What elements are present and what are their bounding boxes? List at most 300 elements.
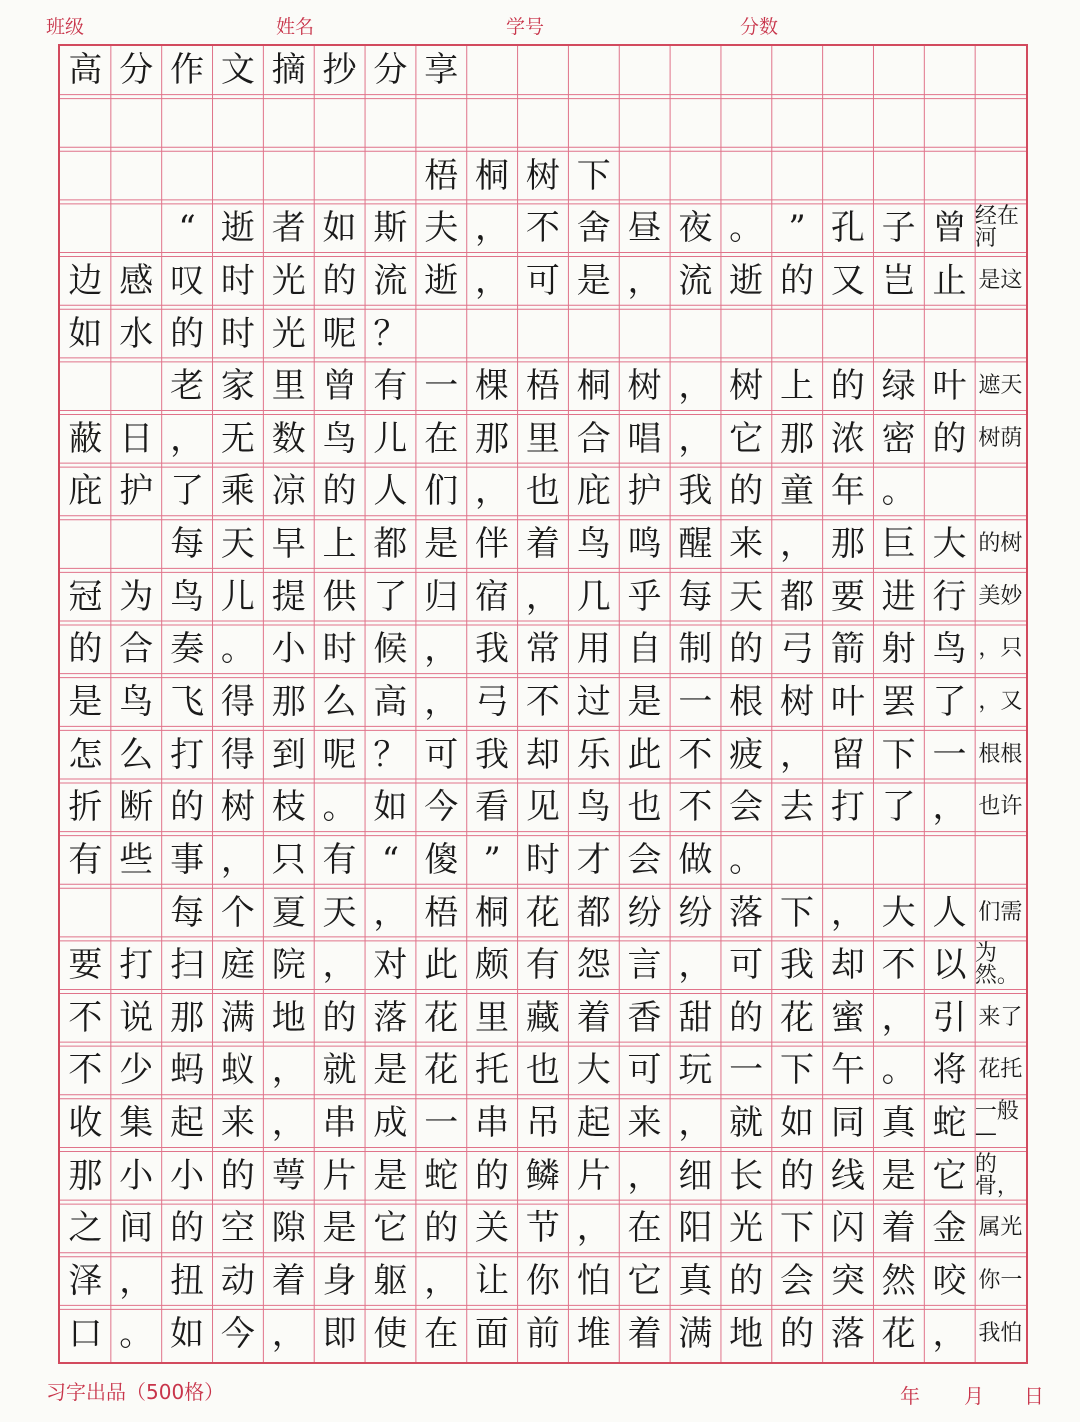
grid-cell: 数 [271, 418, 306, 459]
grid-cell: 文 [220, 50, 255, 91]
grid-cell: 树 [780, 681, 814, 722]
grid-cell: 候 [373, 629, 408, 670]
grid-cell: ， [170, 418, 205, 459]
text-row [60, 572, 1026, 621]
grid-cell: 阳 [678, 1208, 713, 1249]
grid-cell: ， [525, 576, 560, 617]
grid-cell: 身 [322, 1261, 357, 1302]
grid-cell: 着 [525, 524, 560, 565]
grid-cell: 桐 [576, 366, 611, 407]
grid-cell: 着 [271, 1261, 306, 1302]
grid-cell: 鸟 [932, 629, 967, 670]
grid-cell: 时 [220, 260, 255, 301]
grid-cell [111, 888, 162, 937]
month-label: 月 [964, 1384, 984, 1408]
grid-cell: 在 [627, 1208, 662, 1249]
grid-cell: 鸟 [576, 787, 611, 828]
year-label: 年 [900, 1384, 920, 1408]
text-row [60, 1309, 1026, 1358]
grid-cell: 是 [576, 260, 611, 301]
grid-cell: 有 [525, 945, 560, 986]
grid-cell: 蚁 [220, 1050, 255, 1091]
grid-cell: 都 [373, 524, 408, 565]
grid-cell [873, 309, 924, 358]
grid-cell: 者 [271, 208, 306, 249]
grid-cell: 突 [830, 1261, 865, 1302]
grid-cell: ，又 [978, 688, 1023, 714]
grid-cell: 曾 [932, 208, 967, 249]
grid-cell: 的 [68, 629, 103, 670]
text-row [60, 1204, 1026, 1253]
grid-cell: 串 [322, 1103, 357, 1144]
grid-cell: 树 [525, 155, 560, 196]
grid-cell: ， [678, 366, 713, 407]
grid-cell: 醒 [678, 524, 713, 565]
text-row [60, 467, 1026, 516]
grid-cell: 。 [729, 208, 764, 249]
grid-cell: 的 [220, 1155, 255, 1196]
grid-cell [619, 151, 670, 200]
grid-cell: 儿 [220, 576, 255, 617]
grid-cell: ， [932, 1313, 967, 1354]
grid-cell: ， [424, 1261, 459, 1302]
grid-cell [670, 309, 721, 358]
grid-cell: 叶 [932, 366, 967, 407]
grid-cell: 如 [68, 313, 103, 354]
grid-cell: 真 [678, 1261, 713, 1302]
grid-cell: 么 [322, 681, 357, 722]
grid-cell: 弓 [475, 681, 510, 722]
grid-cell [924, 46, 975, 95]
grid-cell: 我 [475, 734, 510, 775]
grid-cell: 。 [881, 1050, 916, 1091]
grid-cell: ， [475, 471, 510, 512]
grid-cell: 时 [322, 629, 357, 670]
grid-cell: 。 [729, 839, 764, 880]
grid-cell: ， [830, 892, 865, 933]
grid-cell: 要 [68, 945, 103, 986]
grid-cell: ？ [373, 734, 408, 775]
grid-cell: 那 [68, 1155, 103, 1196]
grid-cell: 。 [119, 1313, 154, 1354]
grid-cell: 它 [373, 1208, 408, 1249]
grid-cell: 一 [678, 681, 713, 722]
grid-cell: 。 [322, 787, 357, 828]
grid-cell: 梧 [424, 892, 459, 933]
grid-cell: 是 [424, 524, 459, 565]
grid-cell: 乘 [220, 471, 255, 512]
grid-cell: 又 [830, 260, 865, 301]
grid-cell: 逝 [424, 260, 459, 301]
grid-cell: ， [475, 208, 510, 249]
grid-cell: 乎 [627, 576, 662, 617]
grid-cell [60, 151, 111, 200]
grid-cell: 一般— [974, 1099, 1019, 1147]
grid-cell: 。 [220, 629, 255, 670]
grid-cell: 每 [170, 892, 205, 933]
grid-cell: 如 [780, 1103, 814, 1144]
grid-cell: 事 [170, 839, 205, 880]
grid-cell [60, 204, 111, 253]
grid-cell: 我怕 [978, 1320, 1023, 1346]
grid-cell: 每 [678, 576, 713, 617]
grid-cell: 收 [68, 1103, 103, 1144]
grid-cell: 下 [780, 1050, 814, 1091]
grid-cell [822, 836, 873, 885]
grid-cell: 上 [780, 366, 814, 407]
grid-cell: 乐 [576, 734, 611, 775]
grid-cell [162, 99, 213, 148]
grid-cell: 不 [525, 681, 560, 722]
grid-cell: 一 [932, 734, 967, 775]
grid-cell: 斯 [373, 208, 408, 249]
grid-cell [517, 99, 568, 148]
grid-cell: 集 [119, 1103, 154, 1144]
grid-cell: 少 [119, 1050, 154, 1091]
grid-cell: 那 [475, 418, 510, 459]
grid-cell: 护 [627, 471, 662, 512]
grid-cell: 也 [525, 1050, 560, 1091]
grid-cell: 的 [424, 1208, 459, 1249]
text-row [60, 836, 1026, 885]
grid-cell: 大 [881, 892, 916, 933]
grid-cell: 言 [627, 945, 662, 986]
grid-cell: 口 [68, 1313, 103, 1354]
score-label: 分数 [740, 16, 779, 38]
text-row [60, 730, 1026, 779]
grid-cell: 树 [220, 787, 255, 828]
grid-cell: ， [678, 1103, 713, 1144]
grid-cell: 奏 [170, 629, 205, 670]
grid-cell: 躯 [373, 1261, 408, 1302]
grid-cell: 大 [932, 524, 967, 565]
grid-cell: 为然。 [974, 941, 1019, 989]
grid-cell: 着 [627, 1313, 662, 1354]
grid-cell: 此 [627, 734, 662, 775]
grid-cell: 可 [627, 1050, 662, 1091]
grid-cell [670, 99, 721, 148]
grid-cell [517, 46, 568, 95]
text-row [60, 414, 1026, 463]
grid-cell: 了 [373, 576, 408, 617]
grid-cell [212, 99, 263, 148]
grid-cell: 颇 [475, 945, 510, 986]
grid-cell: 自 [627, 629, 662, 670]
grid-cell: 那 [170, 997, 205, 1038]
grid-cell: 家 [220, 366, 255, 407]
grid-cell: 不 [68, 997, 103, 1038]
grid-cell: ， [271, 1313, 306, 1354]
grid-cell: 枝 [271, 787, 306, 828]
grid-cell: 今 [424, 787, 459, 828]
grid-cell: 庇 [576, 471, 611, 512]
grid-cell: 不 [678, 787, 713, 828]
grid-cell [975, 309, 1026, 358]
grid-cell: 的 [729, 997, 764, 1038]
grid-cell [772, 99, 823, 148]
grid-cell: ， [780, 524, 814, 565]
grid-cell: 作 [170, 50, 205, 91]
grid-cell: 一 [424, 366, 459, 407]
grid-cell [873, 46, 924, 95]
grid-cell: 天 [220, 524, 255, 565]
text-row [60, 1099, 1026, 1148]
text-row [60, 783, 1026, 832]
grid-cell [873, 836, 924, 885]
grid-cell: 制 [678, 629, 713, 670]
grid-cell: 会 [627, 839, 662, 880]
text-row [60, 994, 1026, 1043]
grid-cell: 冠 [68, 576, 103, 617]
grid-cell [772, 46, 823, 95]
grid-cell: 夫 [424, 208, 459, 249]
grid-cell: 花 [424, 1050, 459, 1091]
grid-cell: 子 [881, 208, 916, 249]
grid-cell: 箭 [830, 629, 865, 670]
grid-cell [772, 309, 823, 358]
grid-cell: 扫 [170, 945, 205, 986]
text-row [60, 257, 1026, 306]
grid-cell: 着 [576, 997, 611, 1038]
grid-cell: 蛇 [424, 1155, 459, 1196]
grid-cell: 真 [881, 1103, 916, 1144]
grid-cell: 可 [424, 734, 459, 775]
grid-cell: 纷 [627, 892, 662, 933]
grid-cell: ， [627, 260, 662, 301]
grid-cell: ， [271, 1103, 306, 1144]
grid-cell: 唱 [627, 418, 662, 459]
grid-cell: 串 [475, 1103, 510, 1144]
grid-cell: 罢 [881, 681, 916, 722]
grid-cell: 甜 [678, 997, 713, 1038]
grid-cell: 的 [170, 313, 205, 354]
day-label: 日 [1024, 1384, 1044, 1408]
grid-cell: ， [220, 839, 255, 880]
grid-cell: 堆 [576, 1313, 611, 1354]
grid-cell: 如 [322, 208, 357, 249]
grid-cell: 孔 [830, 208, 865, 249]
grid-cell: ， [475, 260, 510, 301]
grid-cell: 夏 [271, 892, 306, 933]
grid-cell: 老 [170, 366, 205, 407]
grid-cell [721, 151, 772, 200]
grid-cell [467, 309, 518, 358]
grid-cell: 提 [271, 576, 306, 617]
grid-cell: 上 [322, 524, 357, 565]
grid-cell: 怨 [576, 945, 611, 986]
grid-cell: 每 [170, 524, 205, 565]
grid-cell [365, 99, 416, 148]
grid-cell [873, 151, 924, 200]
grid-cell: 的 [830, 366, 865, 407]
grid-cell [568, 309, 619, 358]
grid-cell: 起 [170, 1103, 205, 1144]
grid-cell [772, 151, 823, 200]
grid-cell: 落 [729, 892, 764, 933]
grid-cell: 隙 [271, 1208, 306, 1249]
grid-cell: 梧 [424, 155, 459, 196]
grid-cell: 不 [678, 734, 713, 775]
grid-cell [111, 151, 162, 200]
grid-cell: 棵 [475, 366, 510, 407]
grid-cell: 满 [678, 1313, 713, 1354]
grid-cell: 伴 [475, 524, 510, 565]
grid-cell: 树 [729, 366, 764, 407]
grid-cell: 不 [68, 1050, 103, 1091]
text-row [60, 625, 1026, 674]
grid-cell: 在 [424, 418, 459, 459]
grid-cell: 引 [932, 997, 967, 1038]
grid-cell: 是 [373, 1155, 408, 1196]
grid-cell: 花 [424, 997, 459, 1038]
grid-cell: 庇 [68, 471, 103, 512]
grid-cell: 过 [576, 681, 611, 722]
grid-cell [60, 520, 111, 569]
grid-cell: 是 [68, 681, 103, 722]
grid-cell: 起 [576, 1103, 611, 1144]
grid-cell: 蜜 [830, 997, 865, 1038]
grid-cell [568, 99, 619, 148]
grid-cell [721, 309, 772, 358]
grid-cell: 它 [729, 418, 764, 459]
grid-cell: 它 [627, 1261, 662, 1302]
grid-cell: 呢 [322, 313, 357, 354]
grid-cell [772, 836, 823, 885]
grid-cell: ？ [373, 313, 408, 354]
grid-cell: 一 [729, 1050, 764, 1091]
grid-cell: 落 [830, 1313, 865, 1354]
grid-cell: ， [627, 1155, 662, 1196]
grid-cell: 供 [322, 576, 357, 617]
grid-cell: 根 [729, 681, 764, 722]
grid-cell: 高 [373, 681, 408, 722]
grid-cell: ” [788, 208, 806, 249]
grid-cell: 舍 [576, 208, 611, 249]
grid-cell: 片 [322, 1155, 357, 1196]
grid-cell: 院 [271, 945, 306, 986]
text-row [60, 151, 1026, 200]
grid-cell [416, 309, 467, 358]
grid-cell: 下 [576, 155, 611, 196]
grid-cell: 小 [119, 1155, 154, 1196]
grid-cell [924, 99, 975, 148]
grid-cell: 岂 [881, 260, 916, 301]
grid-cell: 是 [881, 1155, 916, 1196]
grid-cell: 巨 [881, 524, 916, 565]
grid-cell: 怕 [576, 1261, 611, 1302]
grid-cell: 树荫 [978, 425, 1023, 451]
grid-cell: 就 [729, 1103, 764, 1144]
grid-cell: 如 [170, 1313, 205, 1354]
grid-cell: 归 [424, 576, 459, 617]
grid-cell: 下 [780, 1208, 814, 1249]
grid-cell [822, 99, 873, 148]
grid-cell: 纷 [678, 892, 713, 933]
grid-cell: 么 [119, 734, 154, 775]
grid-cell: 光 [271, 260, 306, 301]
grid-cell: 托 [475, 1050, 510, 1091]
grid-cell: 即 [322, 1313, 357, 1354]
grid-cell: 儿 [373, 418, 408, 459]
grid-cell: 不 [525, 208, 560, 249]
grid-cell [822, 151, 873, 200]
grid-cell: 落 [373, 997, 408, 1038]
grid-cell: 是这 [978, 267, 1023, 293]
grid-cell: 空 [220, 1208, 255, 1249]
grid-cell: 闪 [830, 1208, 865, 1249]
grid-cell: ， [119, 1261, 154, 1302]
grid-cell: 的骨， [974, 1151, 1019, 1199]
grid-cell: ， [678, 945, 713, 986]
grid-cell: 细 [678, 1155, 713, 1196]
grid-cell: 遮天 [978, 373, 1023, 399]
grid-cell [721, 46, 772, 95]
grid-cell: 些 [119, 839, 154, 880]
grid-cell: 也许 [978, 794, 1023, 820]
grid-cell: ， [424, 629, 459, 670]
grid-cell: 线 [830, 1155, 865, 1196]
grid-cell: 在 [424, 1313, 459, 1354]
grid-cell: 是 [322, 1208, 357, 1249]
grid-cell: 你 [525, 1261, 560, 1302]
grid-cell: 小 [271, 629, 306, 670]
grid-cell: 的 [170, 787, 205, 828]
grid-cell: 长 [729, 1155, 764, 1196]
grid-cell: ， [373, 892, 408, 933]
grid-cell: 天 [322, 892, 357, 933]
grid-cell: 此 [424, 945, 459, 986]
grid-cell: 的 [729, 629, 764, 670]
grid-cell: 弓 [780, 629, 814, 670]
grid-cell [111, 362, 162, 411]
grid-cell: 却 [830, 945, 865, 986]
grid-cell: 来了 [978, 1004, 1023, 1030]
grid-cell: 它 [932, 1155, 967, 1196]
grid-cell: 的 [729, 471, 764, 512]
grid-cell: 几 [576, 576, 611, 617]
grid-cell: 密 [881, 418, 916, 459]
grid-cell: 止 [932, 260, 967, 301]
grid-cell [721, 99, 772, 148]
grid-cell: ” [483, 839, 501, 880]
grid-cell: 得 [220, 734, 255, 775]
grid-cell: 宿 [475, 576, 510, 617]
grid-cell [111, 99, 162, 148]
grid-cell: 合 [576, 418, 611, 459]
grid-cell [924, 309, 975, 358]
grid-cell: 你一 [978, 1268, 1023, 1294]
grid-cell [60, 362, 111, 411]
grid-cell: 花托 [978, 1057, 1023, 1083]
grid-cell: 见 [525, 787, 560, 828]
grid-cell: 只 [271, 839, 306, 880]
grid-cell: ，只 [978, 636, 1023, 662]
grid-cell: 的树 [978, 531, 1023, 557]
grid-cell [975, 99, 1026, 148]
grid-cell: 合 [119, 629, 154, 670]
grid-cell: 飞 [170, 681, 205, 722]
grid-cell: “ [178, 208, 196, 249]
grid-cell [924, 151, 975, 200]
grid-cell: 到 [271, 734, 306, 775]
grid-cell: 的 [322, 997, 357, 1038]
grid-cell [822, 309, 873, 358]
grid-cell: 鸟 [322, 418, 357, 459]
grid-cell [416, 99, 467, 148]
grid-cell [975, 467, 1026, 516]
grid-cell: 来 [220, 1103, 255, 1144]
grid-cell [975, 836, 1026, 885]
